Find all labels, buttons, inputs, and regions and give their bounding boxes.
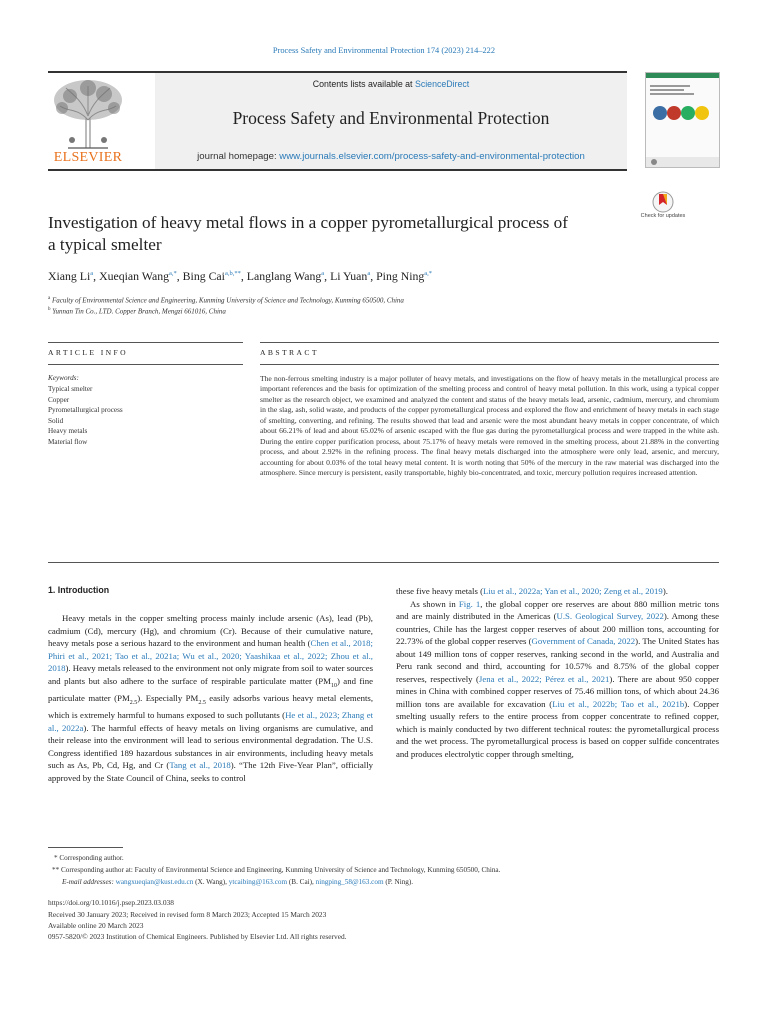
corresponding-author-address: ** Corresponding author at: Faculty of Environmental Science and Engineering, Kunming University of Science and Technology, Kunming 650500, China. — [52, 866, 501, 874]
journal-homepage-link[interactable]: www.journals.elsevier.com/process-safety-and-environmental-protection — [279, 151, 585, 162]
doi-link[interactable]: https://doi.org/10.1016/j.psep.2023.03.038 — [48, 898, 174, 907]
corresponding-author-note: * Corresponding author. — [54, 854, 124, 862]
author-name: Bing Cai — [182, 269, 225, 283]
abstract-sub-rule — [260, 364, 719, 365]
affiliation-mark: b — [48, 307, 51, 312]
contents-prefix: Contents lists available at — [312, 79, 415, 89]
paragraph-text: Heavy metals in the copper smelting process mainly include arsenic (As), lead (Pb), cadmium (Cd), mercury (Hg), and chromium (Cr). Because of their cumulative nature, heavy metals pose a serious hazard to the environment and human health ( — [48, 613, 373, 648]
paragraph-text: easily adsorbs various heavy metal elements, which is extremely harmful to humans exposed to such pollutants ( — [48, 692, 374, 720]
paragraph-text: ). Especially PM — [137, 692, 199, 703]
elsevier-wordmark: ELSEVIER — [53, 150, 123, 165]
citation-link[interactable]: Jena et al., 2022; Pérez et al., 2021 — [478, 673, 610, 684]
keyword-item: Pyrometallurgical process — [48, 406, 123, 414]
subscript: 2.5 — [129, 699, 138, 706]
article-info-sub-rule — [48, 364, 243, 365]
paragraph-text: As shown in — [410, 598, 459, 609]
email-owner: (P. Ning). — [383, 878, 414, 886]
author-affiliation-mark[interactable]: a,b,** — [224, 270, 241, 277]
article-title — [48, 212, 638, 256]
keyword-item: Solid — [48, 416, 64, 425]
keywords-list — [48, 384, 123, 447]
author-name: Ping Ning — [376, 269, 425, 283]
header-bottom-rule — [48, 169, 627, 171]
intro-paragraph-2 — [396, 598, 719, 761]
paragraph-text: ). — [662, 586, 668, 596]
keyword-item: Heavy metals — [48, 427, 88, 435]
affiliation-text: Yunnan Tin Co., LTD. Copper Branch, Mengzi 661016, China — [52, 307, 226, 316]
affiliation-mark: a — [48, 296, 51, 301]
subscript: 2.5 — [198, 699, 206, 706]
article-title-line-1: Investigation of heavy metal flows in a copper pyrometallurgical process of — [48, 213, 568, 232]
abstract-top-rule — [260, 342, 719, 343]
keyword-item: Material flow — [48, 437, 88, 446]
sciencedirect-link[interactable]: ScienceDirect — [414, 79, 470, 89]
keyword-item: Copper — [48, 395, 70, 404]
paragraph-text: ). Copper smelting usually refers to the entire process from copper concentrate to refined copper, which is mainly conducted by two different technical routes: the pyrometallurgical process and the wet process. The pyrometallurgical process is based on copper sulfide concentrates and produces electrolytic copper through smelting, — [396, 698, 719, 759]
journal-title: Process Safety and Environmental Protection — [232, 108, 550, 128]
author-separator: , — [370, 269, 377, 283]
keywords-label: Keywords: — [48, 374, 79, 382]
author-name: Xueqian Wang — [99, 269, 169, 283]
affiliation-a — [48, 296, 404, 304]
email-link[interactable]: ytcaibing@163.com — [228, 878, 288, 886]
email-link[interactable]: wangxueqian@kust.edu.cn — [115, 878, 194, 886]
paragraph-text: ). The United States has about 149 million tons of copper reserves, ranking second in the world, and Australia and Peru rank second and third, accounting for 10.57% and 8.75% of the global copper reserves, respectively ( — [396, 636, 719, 684]
citation-link[interactable]: Chen et al., 2018; Phiri et al., 2021; Tao et al., 2021a; Wu et al., 2020; Yaashikaa et al., 2022; Zhou et al., 2018 — [48, 638, 373, 673]
footnote-rule — [48, 847, 123, 848]
intro-paragraph-1-continuation — [396, 585, 719, 598]
author-separator: , — [176, 269, 183, 283]
keyword-item: Typical smelter — [48, 385, 93, 393]
paragraph-text: ). There are about 950 copper mines in China with combined copper reserves of 75.46 million tons, of which about 24.36 million tons are available for excavation ( — [396, 673, 719, 709]
available-online-date: Available online 20 March 2023 — [48, 921, 144, 930]
citation-link[interactable]: He et al., 2023; Zhang et al., 2022a — [48, 710, 374, 733]
citation-link[interactable]: U.S. Geological Survey, 2022 — [556, 611, 664, 621]
author-affiliation-mark[interactable]: a — [367, 270, 371, 277]
check-for-updates-label[interactable]: Check for updates — [640, 213, 686, 219]
author-separator: , — [93, 269, 100, 283]
author-name: Li Yuan — [330, 269, 368, 283]
intro-right-column — [396, 585, 719, 760]
paragraph-text: these five heavy metals ( — [396, 586, 483, 596]
paragraph-text: , the global copper ore reserves are about 880 million metric tons and are mainly distributed in the Americas ( — [396, 598, 719, 621]
paragraph-text: ). Among these countries, Chile has the largest copper reserves of about 200 million tons, accounting for 22.73% of the global copper reserves ( — [396, 611, 720, 646]
abstract-text: The non-ferrous smelting industry is a major polluter of heavy metals, and investigations on the flow of heavy metals in the metallurgical process are important references and the basis for optimization of the smelting process and control of heavy metal pollution. In this work, using a typical copper smelter as the research object, we examined and analyzed the content and status of the heavy metals lead, arsenic, cadmium, mercury, and chromium in the slag, ash, solid waste, and products of the copper pyrometallurgical process and explored the flow and enrichment of heavy metals in each stage of smelting, converting, and refining. The results showed that lead and arsenic were the most abundant heavy metals in copper concentrate, of which about 66.21% of lead and about 65.02% of arsenic escaped with the flue gas during the pyrometallurgical process and were trapped in the white ash. During the entire copper purification process, about 75.17% of heavy metals were removed in the smelting process, about 21.88% in the converting process, and about 2.92% in the refining process. The final heavy metals discharged into the atmosphere were only lead, arsenic, and mercury, accounting for about 0.03% of the total heavy metal content. It is worth noting that 50% of the mercury in the raw material was discharged into the atmosphere. Since mercury is persistent, easily transportable, highly bio-concentrated, and toxic, mercury pollution requires increased attention. — [260, 374, 719, 478]
intro-left-column — [48, 612, 373, 784]
affiliation-b — [48, 307, 226, 315]
author-separator: , — [240, 269, 247, 283]
received-dates: Received 30 January 2023; Received in revised form 8 March 2023; Accepted 15 March 2023 — [48, 910, 327, 919]
intro-paragraph-1 — [48, 612, 373, 784]
email-addresses — [62, 876, 413, 888]
article-info-heading: ARTICLE INFO — [48, 348, 129, 357]
abstract-bottom-rule — [48, 562, 719, 563]
email-owner: (X. Wang), — [193, 878, 229, 886]
crossmark-icon[interactable] — [648, 191, 678, 231]
author-affiliation-mark[interactable]: a — [90, 270, 94, 277]
homepage-prefix: journal homepage: — [197, 151, 280, 162]
citation-link[interactable]: Tang et al., 2018 — [169, 760, 231, 770]
author-affiliation-mark[interactable]: a — [321, 270, 325, 277]
author-affiliation-mark[interactable]: a,* — [169, 270, 177, 277]
subscript: 10 — [330, 682, 337, 689]
paragraph-text: ) and fine particulate matter (PM — [48, 675, 373, 703]
citation-link[interactable]: Liu et al., 2022b; Tao et al., 2021b — [552, 698, 685, 709]
email-owner: (B. Cai), — [287, 878, 316, 886]
article-info-top-rule — [48, 342, 243, 343]
paragraph-text: ). Heavy metals released to the environment not only migrate from soil to water sources and plants but also adhere to the surface of respirable particulate matter (PM — [48, 663, 373, 686]
paragraph-text: ). The harmful effects of heavy metals on living organisms are cumulative, and their release into the environment will lead to serious environmental degradation. The U.S. Congress identified 189 hazardous substances in air environments, including heavy metals such as As, Pb, Cd, Hg, and Cr ( — [48, 722, 374, 770]
copyright-line: 0957-5820/© 2023 Institution of Chemical Engineers. Published by Elsevier Ltd. All rights reserved. — [48, 932, 347, 941]
paragraph-text: ). “The 12th Five-Year Plan”, officially approved by the State Council of China, seeks to control — [48, 760, 374, 783]
affiliation-text: Faculty of Environmental Science and Engineering, Kunming University of Science and Technology, Kunming 650500, China — [51, 296, 404, 305]
citation-link[interactable]: Government of Canada, 2022 — [531, 636, 636, 646]
journal-cover-thumbnail[interactable] — [645, 72, 720, 168]
author-name: Xiang Li — [48, 269, 91, 283]
author-list — [48, 269, 688, 284]
author-name: Langlang Wang — [246, 269, 322, 283]
journal-citation[interactable]: Process Safety and Environmental Protection 174 (2023) 214–222 — [272, 46, 496, 55]
email-link[interactable]: ningping_58@163.com — [315, 878, 384, 886]
author-separator: , — [324, 269, 331, 283]
introduction-heading: 1. Introduction — [48, 585, 110, 595]
abstract-heading: ABSTRACT — [260, 348, 319, 357]
contents-line — [155, 79, 627, 89]
author-affiliation-mark[interactable]: a,* — [424, 270, 433, 277]
journal-homepage-line — [155, 151, 627, 162]
email-label: E-mail addresses: — [62, 878, 116, 886]
citation-link[interactable]: Liu et al., 2022a; Yan et al., 2020; Zeng et al., 2019 — [482, 586, 663, 596]
citation-link[interactable]: Fig. 1 — [458, 598, 481, 609]
article-title-line-2: a typical smelter — [48, 235, 162, 254]
